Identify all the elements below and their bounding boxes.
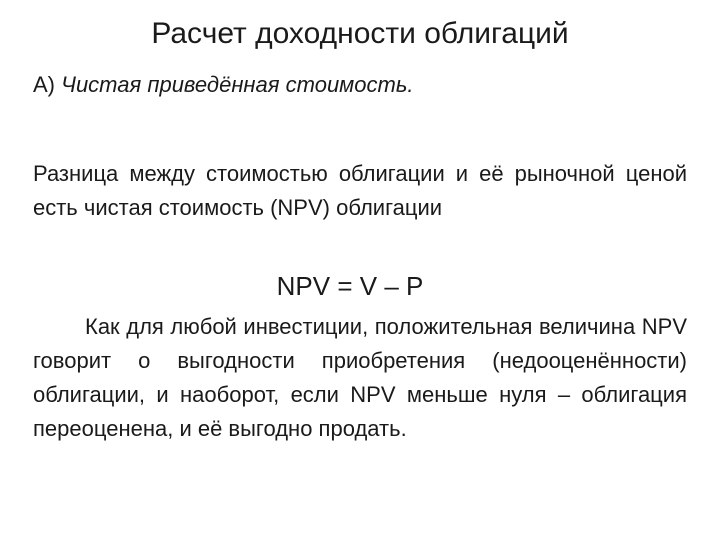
section-heading-text: Чистая приведённая стоимость. — [61, 72, 414, 97]
slide-title: Расчет доходности облигаций — [151, 17, 569, 50]
explanation-paragraph: Как для любой инвестиции, положительная величина NPV говорит о выгодности приобретения (недооценённости) облигации, и наоборот, если NPV меньше нуля – облигация переоценена, и её выгодно продать. — [33, 314, 687, 441]
definition-paragraph: Разница между стоимостью облигации и её рыночной ценой есть чистая стоимость (NPV) облигации — [33, 161, 687, 220]
npv-formula: NPV = V – P — [276, 271, 424, 301]
section-letter: А) — [33, 72, 55, 97]
section-heading — [33, 70, 414, 100]
